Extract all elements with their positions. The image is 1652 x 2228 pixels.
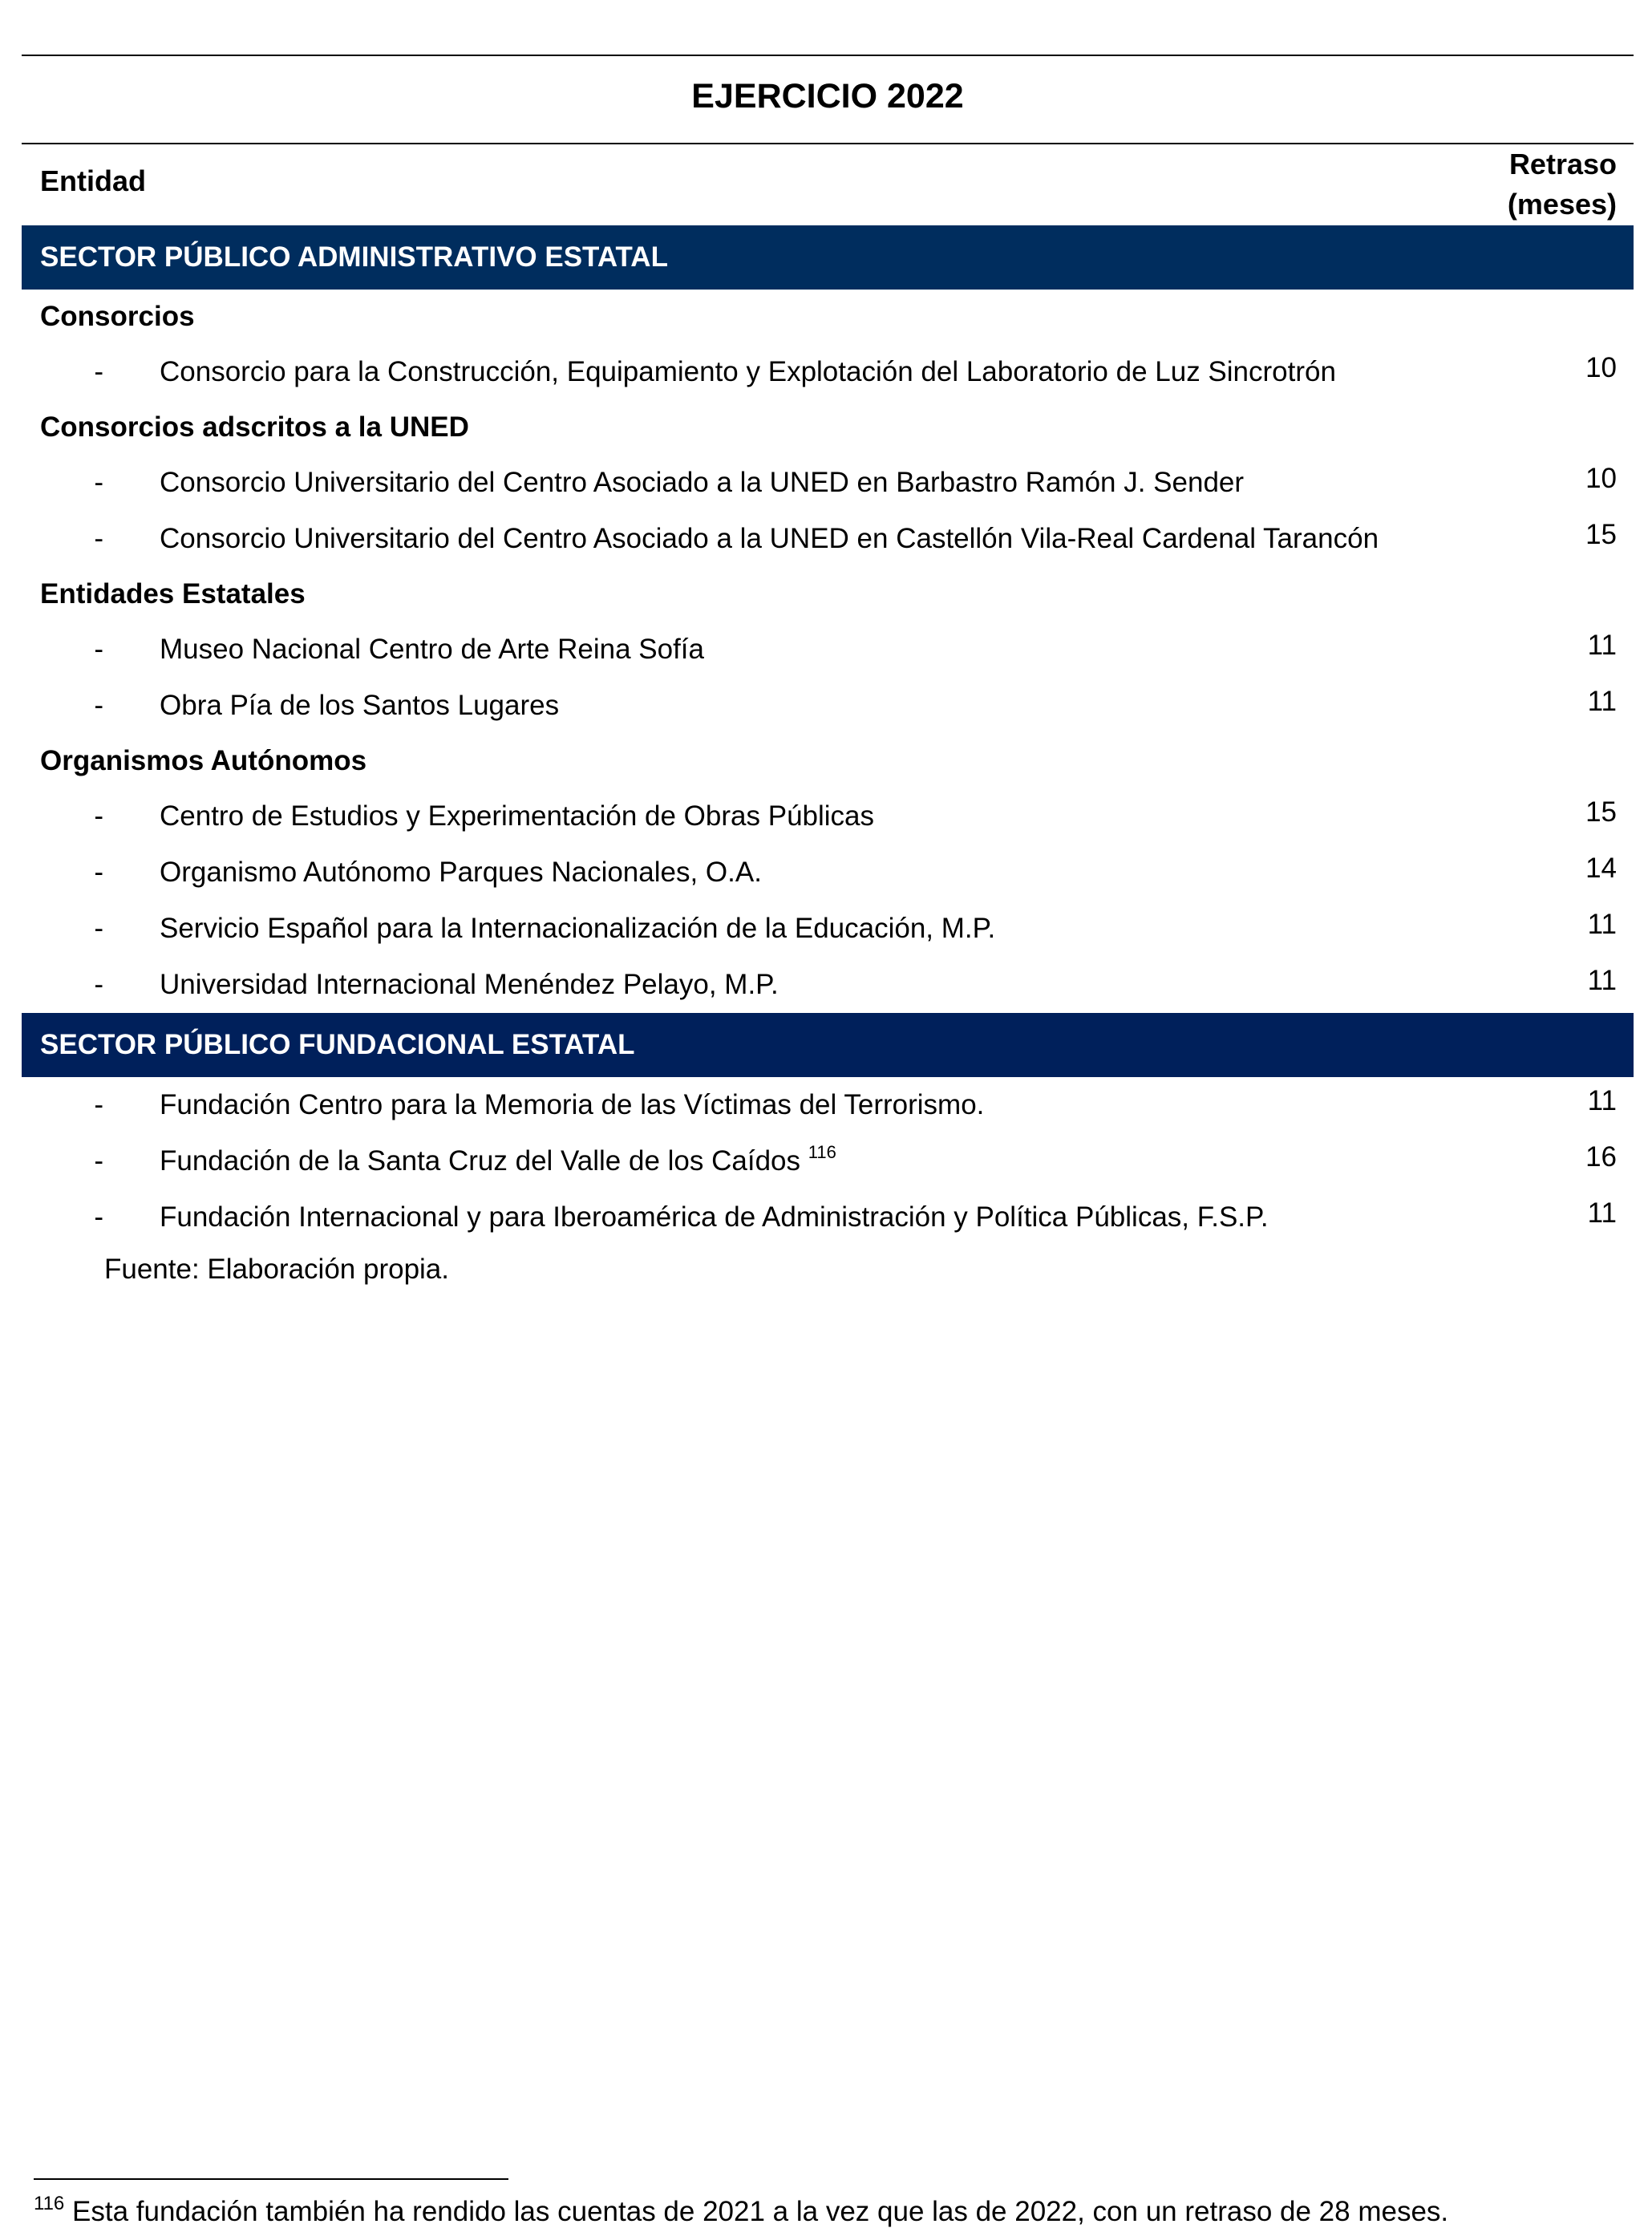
entity-name [160,1142,1634,1177]
entity-name-text: Obra Pía de los Santos Lugares [160,690,560,721]
entity-name [160,857,1634,889]
entity-table [22,225,1634,1294]
entity-name-text: Servicio Español para la Internacionalización de la Educación, M.P. [160,913,996,944]
footnote-number: 116 [34,2193,65,2214]
table-row [22,622,1634,678]
delay-months: 11 [1587,909,1617,940]
entity-name [160,634,1634,666]
footnote-text: Esta fundación también ha rendido las cuentas de 2021 a la vez que las de 2022, con un retraso de 28 meses. [72,2196,1449,2227]
source-note: Fuente: Elaboración propia. [104,1254,449,1285]
dash: - [94,523,103,554]
dash: - [94,800,103,832]
dash: - [94,356,103,387]
table-row [22,957,1634,1013]
entity-name-text: Centro de Estudios y Experimentación de Obras Públicas [160,800,875,832]
retraso-line1: Retraso [1508,148,1617,180]
section-header: SECTOR PÚBLICO ADMINISTRATIVO ESTATAL [22,225,1634,290]
delay-months: 15 [1585,519,1617,550]
dash: - [94,857,103,888]
entity-name-text: Consorcio Universitario del Centro Asociado a la UNED en Barbastro Ramón J. Sender [160,467,1245,498]
entity-name [160,969,1634,1001]
entity-name [160,1089,1634,1121]
table-row [22,1133,1634,1189]
entity-name-text: Fundación Internacional y para Iberoamérica de Administración y Política Públicas, F.S.P. [160,1201,1269,1233]
table-row [22,1077,1634,1133]
top-rule [22,55,1634,56]
footnote-ref: 116 [808,1142,836,1162]
group-header: Consorcios [40,301,195,332]
delay-months: 16 [1585,1141,1617,1173]
entity-name-text: Organismo Autónomo Parques Nacionales, O.A. [160,857,762,888]
group-header: Entidades Estatales [40,578,306,610]
entity-name-text: Museo Nacional Centro de Arte Reina Sofía [160,634,704,665]
footnote [34,2193,1449,2228]
footnote-rule [34,2178,508,2180]
entity-name [160,356,1634,388]
dash: - [94,690,103,721]
table-row [22,344,1634,400]
dash: - [94,1201,103,1233]
group-header: Consorcios adscritos a la UNED [40,411,469,443]
section-header: SECTOR PÚBLICO FUNDACIONAL ESTATAL [22,1013,1634,1077]
header-rule [22,143,1634,144]
entity-name-text: Consorcio Universitario del Centro Asociado a la UNED en Castellón Vila-Real Cardenal Tarancón [160,523,1379,554]
entity-name [160,467,1634,499]
dash: - [94,1089,103,1120]
delay-months: 11 [1587,686,1617,717]
entity-name [160,913,1634,945]
delay-months: 15 [1585,796,1617,828]
delay-months: 11 [1587,965,1617,996]
entity-name-text: Fundación Centro para la Memoria de las Víctimas del Terrorismo. [160,1089,985,1120]
delay-months: 11 [1587,630,1617,661]
entity-name-text: Universidad Internacional Menéndez Pelayo, M.P. [160,969,779,1000]
table-row [22,845,1634,901]
table-row [22,678,1634,734]
table-row [22,788,1634,845]
entity-name-text: Consorcio para la Construcción, Equipamiento y Explotación del Laboratorio de Luz Sincrotrón [160,356,1336,387]
entity-name [160,523,1634,555]
entity-name [160,690,1634,722]
dash: - [94,1145,103,1177]
table-row [22,901,1634,957]
delay-months: 11 [1587,1197,1617,1229]
table-row [22,511,1634,567]
dash: - [94,913,103,944]
entity-name-text: Fundación de la Santa Cruz del Valle de los Caídos [160,1145,801,1177]
retraso-line2: (meses) [1507,188,1617,221]
dash: - [94,634,103,665]
entity-name [160,800,1634,832]
table-row [22,1189,1634,1246]
table-title: EJERCICIO 2022 [691,77,964,115]
entity-name [160,1201,1634,1234]
delay-months: 10 [1585,352,1617,383]
dash: - [94,467,103,498]
delay-months: 11 [1587,1085,1617,1116]
delay-months: 14 [1585,853,1617,884]
dash: - [94,969,103,1000]
column-header-entidad: Entidad [40,164,146,197]
column-header-retraso [1508,144,1617,225]
group-header: Organismos Autónomos [40,745,367,776]
table-row [22,455,1634,511]
delay-months: 10 [1585,463,1617,494]
